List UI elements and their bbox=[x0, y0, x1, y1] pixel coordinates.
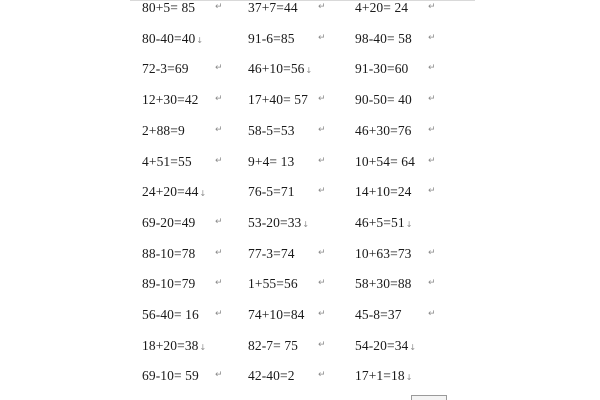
equation-cell bbox=[248, 0, 298, 17]
paragraph-mark: ↵ bbox=[428, 63, 436, 74]
line-break-mark: ↓ bbox=[199, 342, 207, 352]
equation-text: 45-8=37 bbox=[355, 307, 402, 322]
equation-text: 4+51=55 bbox=[142, 153, 192, 169]
equation-cell bbox=[355, 245, 412, 263]
equation-text: 91-6=85 bbox=[248, 30, 295, 46]
equation-cell bbox=[355, 337, 416, 355]
equation-text: 69-20=49 bbox=[142, 214, 196, 230]
equation-text: 4+20= 24 bbox=[355, 0, 409, 15]
paragraph-mark: ↵ bbox=[428, 278, 436, 289]
equation-text: 91-30=60 bbox=[355, 61, 409, 77]
equation-cell bbox=[142, 60, 189, 78]
paragraph-mark: ↵ bbox=[215, 309, 223, 319]
equation-cell bbox=[142, 337, 206, 355]
equation-row bbox=[0, 30, 600, 54]
line-break-mark: ↓ bbox=[302, 219, 310, 229]
equation-text: 46+30=76 bbox=[355, 122, 412, 138]
equation-row bbox=[0, 306, 600, 330]
paragraph-mark: ↵ bbox=[428, 155, 436, 166]
equation-text: 58+30=88 bbox=[355, 276, 412, 292]
equation-text: 82-7= 75 bbox=[248, 337, 299, 353]
paragraph-mark: ↵ bbox=[318, 247, 326, 258]
equation-text: 72-3=69 bbox=[142, 61, 189, 77]
equation-cell bbox=[142, 214, 195, 232]
equation-cell bbox=[248, 60, 312, 78]
equation-cell bbox=[355, 214, 412, 232]
paragraph-mark: ↵ bbox=[215, 278, 223, 289]
paragraph-mark: ↵ bbox=[318, 32, 326, 43]
equation-row bbox=[0, 0, 600, 23]
paragraph-mark: ↵ bbox=[318, 94, 326, 105]
paragraph-mark: ↵ bbox=[428, 2, 436, 12]
equation-cell bbox=[248, 91, 308, 109]
equation-cell bbox=[355, 0, 408, 17]
paragraph-mark: ↵ bbox=[215, 63, 223, 74]
equation-cell bbox=[355, 60, 408, 78]
equation-row bbox=[0, 60, 600, 84]
equation-text: 76-5=71 bbox=[248, 184, 295, 200]
paragraph-mark: ↵ bbox=[318, 339, 326, 350]
paragraph-mark: ↵ bbox=[318, 2, 326, 12]
paragraph-mark: ↵ bbox=[215, 2, 223, 12]
equation-text: 74+10=84 bbox=[248, 307, 305, 322]
equation-text: 10+63=73 bbox=[355, 245, 412, 261]
equation-cell bbox=[142, 306, 199, 324]
equation-text: 2+88=9 bbox=[142, 122, 185, 138]
paragraph-mark: ↵ bbox=[318, 370, 326, 381]
paragraph-mark: ↵ bbox=[428, 124, 436, 135]
equation-text: 69-10= 59 bbox=[142, 368, 199, 384]
paragraph-mark: ↵ bbox=[215, 155, 223, 166]
equation-text: 80-40=40 bbox=[142, 30, 196, 46]
equation-cell bbox=[355, 122, 412, 140]
line-break-mark: ↓ bbox=[305, 66, 313, 76]
equation-text: 46+5=51 bbox=[355, 214, 405, 230]
equation-row bbox=[0, 275, 600, 299]
equation-cell bbox=[355, 367, 412, 385]
equation-row bbox=[0, 153, 600, 177]
equation-text: 42-40=2 bbox=[248, 368, 295, 384]
equation-text: 9+4= 13 bbox=[248, 153, 295, 169]
equation-cell bbox=[355, 91, 412, 109]
paragraph-mark: ↵ bbox=[318, 155, 326, 166]
equation-cell bbox=[142, 245, 195, 263]
equation-cell bbox=[248, 306, 305, 324]
equation-text: 46+10=56 bbox=[248, 61, 305, 77]
equation-text: 89-10=79 bbox=[142, 276, 196, 292]
equation-cell bbox=[248, 367, 295, 385]
equation-text: 53-20=33 bbox=[248, 214, 302, 230]
equation-cell bbox=[248, 245, 295, 263]
equation-text: 12+30=42 bbox=[142, 92, 199, 108]
equation-text: 54-20=34 bbox=[355, 337, 409, 353]
equation-row bbox=[0, 337, 600, 361]
equation-text: 56-40= 16 bbox=[142, 307, 199, 322]
equation-cell bbox=[248, 122, 295, 140]
equation-cell bbox=[142, 367, 199, 385]
line-break-mark: ↓ bbox=[199, 189, 207, 199]
equation-cell bbox=[248, 214, 309, 232]
equation-row bbox=[0, 122, 600, 146]
equation-cell bbox=[248, 337, 298, 355]
paragraph-mark: ↵ bbox=[318, 278, 326, 289]
equation-cell bbox=[142, 183, 206, 201]
paragraph-mark: ↵ bbox=[428, 94, 436, 105]
equation-cell bbox=[355, 275, 412, 293]
paragraph-mark: ↵ bbox=[428, 247, 436, 258]
equation-text: 24+20=44 bbox=[142, 184, 199, 200]
paragraph-mark: ↵ bbox=[318, 124, 326, 135]
equation-cell bbox=[355, 306, 402, 324]
line-break-mark: ↓ bbox=[409, 342, 417, 352]
paragraph-mark: ↵ bbox=[215, 94, 223, 105]
equation-row bbox=[0, 245, 600, 269]
line-break-mark: ↓ bbox=[405, 219, 413, 229]
paragraph-mark: ↵ bbox=[215, 216, 223, 227]
paragraph-mark: ↵ bbox=[215, 370, 223, 381]
equation-row bbox=[0, 183, 600, 207]
equation-text: 10+54= 64 bbox=[355, 153, 416, 169]
equation-cell bbox=[355, 183, 412, 201]
equation-cell bbox=[248, 275, 298, 293]
equation-text: 90-50= 40 bbox=[355, 92, 412, 108]
equation-text: 18+20=38 bbox=[142, 337, 199, 353]
equation-text: 98-40= 58 bbox=[355, 30, 412, 46]
line-break-mark: ↓ bbox=[196, 35, 204, 45]
equation-row bbox=[0, 214, 600, 238]
equation-cell bbox=[248, 183, 295, 201]
text-box-frame bbox=[411, 395, 447, 400]
equation-cell bbox=[248, 30, 295, 48]
equation-cell bbox=[142, 153, 192, 171]
equation-row bbox=[0, 367, 600, 391]
equation-cell bbox=[248, 153, 294, 171]
paragraph-mark: ↵ bbox=[318, 309, 326, 319]
paragraph-mark: ↵ bbox=[428, 186, 436, 197]
equation-text: 88-10=78 bbox=[142, 245, 196, 261]
equation-cell bbox=[142, 275, 195, 293]
equation-cell bbox=[355, 30, 412, 48]
paragraph-mark: ↵ bbox=[215, 247, 223, 258]
equation-text: 58-5=53 bbox=[248, 122, 295, 138]
equation-cell bbox=[355, 153, 415, 171]
paragraph-mark: ↵ bbox=[215, 124, 223, 135]
equation-text: 17+1=18 bbox=[355, 368, 405, 384]
paragraph-mark: ↵ bbox=[428, 32, 436, 43]
equation-text: 14+10=24 bbox=[355, 184, 412, 200]
equation-row bbox=[0, 91, 600, 115]
equation-text: 37+7=44 bbox=[248, 0, 298, 15]
equation-cell bbox=[142, 122, 185, 140]
equation-text: 17+40= 57 bbox=[248, 92, 309, 108]
equation-cell bbox=[142, 30, 203, 48]
equation-text: 77-3=74 bbox=[248, 245, 295, 261]
equation-cell bbox=[142, 91, 199, 109]
line-break-mark: ↓ bbox=[405, 373, 413, 383]
equation-cell bbox=[142, 0, 195, 17]
paragraph-mark: ↵ bbox=[428, 309, 436, 319]
equation-text: 80+5= 85 bbox=[142, 0, 196, 15]
paragraph-mark: ↵ bbox=[318, 186, 326, 197]
equation-text: 1+55=56 bbox=[248, 276, 298, 292]
